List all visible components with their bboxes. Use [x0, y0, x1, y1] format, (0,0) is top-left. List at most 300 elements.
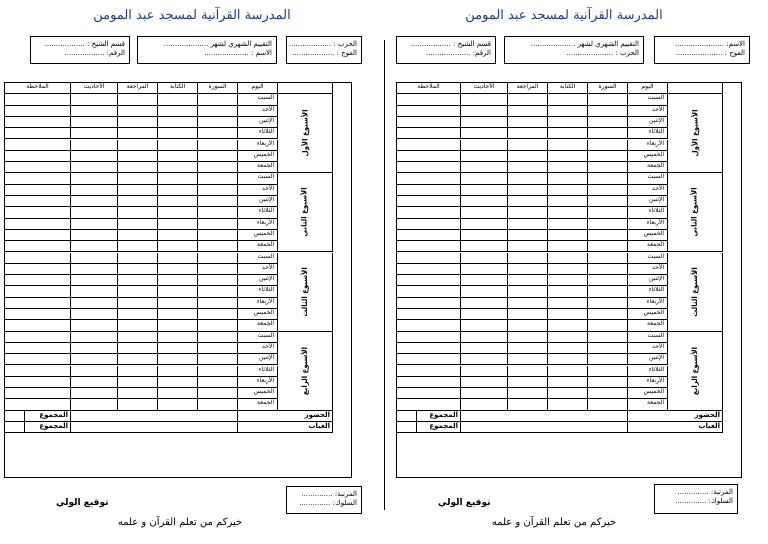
rank-field: المرتبة: ..............: [677, 488, 733, 496]
table-cell-writing: [548, 388, 588, 399]
week-label-text: الأسبوع الرابع: [301, 346, 309, 395]
table-cell-review: [508, 264, 548, 275]
table-cell-surah: [198, 275, 238, 286]
table-cell-notes: [5, 128, 71, 139]
column-header-day: اليوم: [238, 83, 278, 94]
table-cell-notes: [397, 388, 461, 399]
week-label-text: الأسبوع الأول: [301, 109, 309, 157]
table-cell-notes: [5, 94, 71, 105]
totals-blank-cell: [461, 411, 628, 422]
day-label: الأحد: [238, 343, 278, 354]
footer-hadith: خيركم من تعلم القرآن و علمه: [117, 517, 243, 528]
column-header-notes: الملاحظة: [397, 83, 461, 94]
table-cell-writing: [548, 117, 588, 128]
day-label: الخميس: [628, 388, 668, 399]
table-cell-hadith: [461, 399, 508, 410]
behavior-field: السلوك: ..............: [299, 499, 357, 507]
table-cell-review: [118, 388, 158, 399]
day-label: الأحد: [628, 106, 668, 117]
table-cell-hadith: [461, 151, 508, 162]
table-cell-review: [118, 207, 158, 218]
day-label: الجمعة: [238, 320, 278, 331]
table-cell-notes: [397, 264, 461, 275]
table-cell-notes: [5, 320, 71, 331]
table-cell-surah: [588, 162, 628, 173]
table-cell-surah: [588, 151, 628, 162]
week-label-text: الأسبوع الثالث: [300, 266, 309, 317]
day-label: السبت: [238, 253, 278, 264]
table-cell-review: [118, 151, 158, 162]
table-cell-writing: [548, 162, 588, 173]
table-cell-notes: [5, 151, 71, 162]
day-label: الجمعة: [628, 241, 668, 252]
table-cell-writing: [548, 377, 588, 388]
column-header-week-blank: [668, 83, 723, 94]
table-cell-hadith: [71, 388, 118, 399]
table-cell-surah: [588, 117, 628, 128]
table-cell-review: [118, 320, 158, 331]
column-header-surah: السورة: [198, 83, 238, 94]
day-label: الثلاثاء: [628, 286, 668, 297]
table-cell-notes: [397, 173, 461, 184]
table-cell-surah: [198, 377, 238, 388]
table-cell-writing: [158, 207, 198, 218]
table-cell-hadith: [71, 117, 118, 128]
school-title: المدرسة القرآنية لمسجد عبد المومن: [465, 8, 663, 23]
table-cell-writing: [158, 230, 198, 241]
table-cell-surah: [588, 366, 628, 377]
table-cell-writing: [158, 388, 198, 399]
table-cell-review: [508, 162, 548, 173]
table-cell-surah: [198, 94, 238, 105]
table-cell-hadith: [71, 94, 118, 105]
table-cell-surah: [198, 320, 238, 331]
day-label: الجمعة: [628, 162, 668, 173]
day-label: الثلاثاء: [628, 128, 668, 139]
table-cell-writing: [548, 94, 588, 105]
table-cell-hadith: [461, 332, 508, 343]
day-label: الخميس: [238, 388, 278, 399]
day-label: الأربعاء: [238, 219, 278, 230]
table-cell-writing: [158, 309, 198, 320]
table-cell-notes: [5, 219, 71, 230]
day-label: الجمعة: [238, 241, 278, 252]
table-cell-review: [118, 140, 158, 151]
table-cell-writing: [158, 298, 198, 309]
week-label-1: [278, 94, 333, 173]
table-cell-writing: [548, 219, 588, 230]
table-cell-review: [508, 320, 548, 331]
table-cell-notes: [5, 377, 71, 388]
table-cell-hadith: [71, 241, 118, 252]
table-cell-notes: [397, 196, 461, 207]
table-cell-notes: [397, 366, 461, 377]
name-info-box: [654, 36, 750, 64]
table-cell-review: [508, 354, 548, 365]
table-cell-writing: [158, 377, 198, 388]
table-cell-review: [118, 162, 158, 173]
table-cell-surah: [588, 377, 628, 388]
table-cell-writing: [158, 332, 198, 343]
table-cell-hadith: [71, 320, 118, 331]
day-label: الأربعاء: [628, 377, 668, 388]
table-cell-writing: [548, 366, 588, 377]
table-cell-hadith: [461, 185, 508, 196]
sum-value-cell: [397, 411, 417, 422]
table-cell-review: [508, 253, 548, 264]
table-cell-hadith: [71, 399, 118, 410]
table-cell-surah: [588, 196, 628, 207]
table-cell-writing: [548, 196, 588, 207]
day-label: الأحد: [238, 264, 278, 275]
table-cell-surah: [588, 275, 628, 286]
number-field: الرقم: ..................: [64, 49, 125, 57]
table-cell-notes: [5, 286, 71, 297]
table-cell-notes: [397, 117, 461, 128]
name-field: الاسم : ....................: [204, 49, 272, 57]
table-cell-writing: [158, 219, 198, 230]
table-cell-surah: [588, 241, 628, 252]
table-cell-notes: [5, 185, 71, 196]
table-cell-review: [118, 286, 158, 297]
table-cell-review: [118, 219, 158, 230]
table-cell-review: [118, 343, 158, 354]
table-cell-notes: [397, 128, 461, 139]
day-label: الثلاثاء: [628, 366, 668, 377]
table-cell-hadith: [71, 140, 118, 151]
table-cell-hadith: [71, 377, 118, 388]
week-label-text: الأسبوع الثاني: [691, 187, 699, 238]
table-cell-hadith: [71, 151, 118, 162]
day-label: الأربعاء: [628, 140, 668, 151]
table-cell-hadith: [71, 343, 118, 354]
table-cell-writing: [158, 128, 198, 139]
table-cell-surah: [198, 230, 238, 241]
table-cell-hadith: [71, 253, 118, 264]
table-cell-review: [508, 117, 548, 128]
day-label: الإثنين: [628, 275, 668, 286]
table-cell-hadith: [461, 275, 508, 286]
day-label: الثلاثاء: [238, 286, 278, 297]
table-cell-hadith: [461, 241, 508, 252]
table-cell-notes: [5, 162, 71, 173]
table-cell-writing: [548, 185, 588, 196]
table-cell-review: [508, 399, 548, 410]
table-cell-writing: [158, 196, 198, 207]
week-label-4: [668, 332, 723, 411]
week-label-text: الأسبوع الثالث: [690, 266, 699, 317]
table-cell-surah: [198, 354, 238, 365]
table-cell-notes: [5, 207, 71, 218]
table-cell-writing: [158, 162, 198, 173]
table-cell-surah: [588, 343, 628, 354]
day-label: الأربعاء: [238, 377, 278, 388]
table-cell-writing: [548, 320, 588, 331]
name-field: الاسم: ......................: [675, 40, 745, 48]
table-cell-surah: [588, 286, 628, 297]
table-cell-hadith: [461, 377, 508, 388]
report-sheet-right: [384, 0, 768, 544]
week-label-2: [278, 173, 333, 252]
table-cell-review: [118, 377, 158, 388]
day-label: السبت: [238, 332, 278, 343]
guardian-signature-label: توقيع الولي: [56, 498, 109, 508]
table-cell-surah: [198, 264, 238, 275]
table-cell-notes: [397, 343, 461, 354]
table-cell-notes: [5, 343, 71, 354]
table-cell-notes: [397, 320, 461, 331]
column-header-writing: الكتابة: [548, 83, 588, 94]
table-cell-hadith: [71, 162, 118, 173]
table-cell-hadith: [461, 309, 508, 320]
table-cell-writing: [158, 286, 198, 297]
table-cell-hadith: [71, 286, 118, 297]
absence-label: الغياب: [238, 422, 333, 433]
table-cell-surah: [588, 207, 628, 218]
table-cell-writing: [548, 151, 588, 162]
totals-blank-cell: [71, 422, 238, 433]
rank-field: المرتبة: ..............: [301, 490, 357, 498]
table-cell-hadith: [71, 298, 118, 309]
column-header-hadith: الأحاديث: [71, 83, 118, 94]
table-cell-review: [118, 196, 158, 207]
table-cell-review: [508, 196, 548, 207]
table-cell-notes: [397, 286, 461, 297]
week-label-3: [278, 253, 333, 332]
day-label: الثلاثاء: [238, 128, 278, 139]
column-header-notes: الملاحظة: [5, 83, 71, 94]
day-label: الإثنين: [238, 196, 278, 207]
table-cell-review: [508, 377, 548, 388]
footer-hadith: خيركم من تعلم القرآن و علمه: [491, 517, 617, 528]
table-cell-review: [118, 94, 158, 105]
table-cell-notes: [5, 173, 71, 184]
table-cell-surah: [198, 298, 238, 309]
table-cell-notes: [5, 366, 71, 377]
table-cell-review: [508, 94, 548, 105]
table-cell-surah: [588, 320, 628, 331]
table-cell-notes: [5, 388, 71, 399]
table-cell-writing: [548, 128, 588, 139]
column-header-review: المراجعة: [118, 83, 158, 94]
table-cell-notes: [397, 332, 461, 343]
day-label: السبت: [628, 94, 668, 105]
table-cell-review: [508, 140, 548, 151]
table-cell-review: [118, 185, 158, 196]
table-cell-surah: [588, 173, 628, 184]
table-cell-hadith: [461, 117, 508, 128]
table-cell-surah: [588, 388, 628, 399]
day-label: الإثنين: [628, 196, 668, 207]
table-cell-hadith: [461, 196, 508, 207]
day-label: الخميس: [628, 309, 668, 320]
table-cell-surah: [198, 388, 238, 399]
guardian-signature-label: توقيع الولي: [438, 498, 491, 508]
day-label: الأربعاء: [238, 298, 278, 309]
table-cell-writing: [158, 173, 198, 184]
totals-blank-cell: [71, 411, 238, 422]
table-cell-hadith: [461, 354, 508, 365]
table-cell-surah: [198, 309, 238, 320]
table-cell-hadith: [461, 230, 508, 241]
table-cell-hadith: [461, 162, 508, 173]
table-cell-notes: [5, 241, 71, 252]
table-cell-surah: [588, 354, 628, 365]
table-cell-writing: [548, 106, 588, 117]
table-cell-writing: [548, 354, 588, 365]
table-cell-writing: [548, 207, 588, 218]
table-cell-review: [118, 128, 158, 139]
table-cell-notes: [397, 151, 461, 162]
week-label-4: [278, 332, 333, 411]
table-cell-notes: [397, 309, 461, 320]
attendance-label: الحضور: [628, 411, 723, 422]
table-cell-notes: [5, 230, 71, 241]
table-cell-notes: [5, 399, 71, 410]
table-cell-review: [508, 332, 548, 343]
week-label-2: [668, 173, 723, 252]
table-cell-surah: [588, 185, 628, 196]
table-cell-review: [508, 366, 548, 377]
table-cell-writing: [548, 230, 588, 241]
table-cell-notes: [5, 117, 71, 128]
table-cell-hadith: [461, 343, 508, 354]
table-cell-hadith: [461, 388, 508, 399]
attendance-grid: [396, 82, 742, 478]
table-cell-surah: [588, 128, 628, 139]
table-cell-review: [118, 117, 158, 128]
table-cell-hadith: [71, 185, 118, 196]
week-label-text: الأسبوع الثاني: [301, 187, 309, 238]
day-label: الجمعة: [238, 162, 278, 173]
day-label: الأحد: [238, 106, 278, 117]
sum-label: المجموع: [417, 422, 461, 433]
table-cell-notes: [5, 196, 71, 207]
table-cell-surah: [588, 264, 628, 275]
table-cell-hadith: [461, 264, 508, 275]
table-cell-review: [118, 399, 158, 410]
table-cell-notes: [397, 140, 461, 151]
table-cell-review: [118, 230, 158, 241]
table-cell-writing: [158, 117, 198, 128]
table-cell-surah: [198, 343, 238, 354]
table-cell-surah: [198, 128, 238, 139]
table-cell-review: [508, 128, 548, 139]
table-cell-hadith: [461, 366, 508, 377]
day-label: السبت: [238, 94, 278, 105]
table-cell-writing: [158, 275, 198, 286]
table-cell-review: [508, 275, 548, 286]
table-cell-surah: [198, 366, 238, 377]
week-label-3: [668, 253, 723, 332]
table-cell-writing: [158, 399, 198, 410]
day-label: الأحد: [628, 264, 668, 275]
table-cell-hadith: [71, 354, 118, 365]
table-cell-writing: [548, 264, 588, 275]
day-label: الأربعاء: [628, 219, 668, 230]
table-cell-hadith: [71, 332, 118, 343]
sum-value-cell: [5, 411, 25, 422]
table-cell-notes: [397, 185, 461, 196]
table-cell-surah: [588, 219, 628, 230]
attendance-grid: [4, 82, 352, 478]
table-cell-surah: [198, 253, 238, 264]
evaluation-info-box: [504, 36, 644, 64]
table-cell-notes: [5, 298, 71, 309]
monthly-evaluation-field: التقييم الشهري لشهر ....................: [530, 40, 639, 48]
group-field: الفوج : .....................: [675, 49, 745, 57]
table-cell-hadith: [71, 275, 118, 286]
table-cell-writing: [158, 354, 198, 365]
evaluation-info-box: [137, 36, 277, 64]
column-header-hadith: الأحاديث: [461, 83, 508, 94]
table-cell-surah: [588, 253, 628, 264]
table-cell-review: [118, 253, 158, 264]
table-cell-hadith: [71, 219, 118, 230]
school-title: المدرسة القرآنية لمسجد عبد المومن: [93, 8, 291, 23]
table-cell-review: [508, 219, 548, 230]
table-cell-writing: [548, 253, 588, 264]
table-cell-writing: [158, 343, 198, 354]
table-cell-notes: [397, 253, 461, 264]
table-cell-notes: [397, 106, 461, 117]
table-cell-hadith: [461, 320, 508, 331]
table-cell-surah: [588, 332, 628, 343]
group-field: الفوج : ...................: [292, 49, 357, 57]
day-label: الأحد: [238, 185, 278, 196]
table-cell-review: [508, 286, 548, 297]
day-label: الثلاثاء: [628, 207, 668, 218]
table-cell-hadith: [461, 173, 508, 184]
table-cell-notes: [5, 140, 71, 151]
day-label: الأربعاء: [628, 298, 668, 309]
table-cell-writing: [548, 343, 588, 354]
table-cell-review: [118, 354, 158, 365]
table-cell-surah: [198, 286, 238, 297]
sum-label: المجموع: [25, 411, 71, 422]
day-label: الأحد: [628, 185, 668, 196]
table-cell-hadith: [461, 219, 508, 230]
sum-label: المجموع: [417, 411, 461, 422]
table-cell-notes: [5, 264, 71, 275]
day-label: الجمعة: [628, 399, 668, 410]
monthly-evaluation-field: التقييم الشهري لشهر ....................: [163, 40, 272, 48]
table-cell-surah: [588, 399, 628, 410]
behavior-field: السلوك: ..............: [675, 497, 733, 505]
table-cell-surah: [588, 230, 628, 241]
week-label-text: الأسبوع الأول: [691, 109, 699, 157]
table-cell-review: [508, 207, 548, 218]
week-label-text: الأسبوع الرابع: [691, 346, 699, 395]
table-cell-surah: [198, 106, 238, 117]
table-cell-notes: [5, 332, 71, 343]
table-cell-hadith: [461, 106, 508, 117]
table-cell-surah: [588, 298, 628, 309]
table-cell-notes: [5, 354, 71, 365]
table-cell-writing: [158, 320, 198, 331]
table-cell-writing: [548, 332, 588, 343]
table-cell-writing: [548, 298, 588, 309]
teacher-field: قسم الشيخ : ..................: [44, 40, 125, 48]
day-label: الإثنين: [238, 117, 278, 128]
table-cell-notes: [397, 94, 461, 105]
absence-label: الغياب: [628, 422, 723, 433]
day-label: الجمعة: [238, 399, 278, 410]
table-cell-surah: [588, 106, 628, 117]
column-header-week-blank: [278, 83, 333, 94]
table-cell-notes: [5, 309, 71, 320]
table-cell-writing: [158, 106, 198, 117]
